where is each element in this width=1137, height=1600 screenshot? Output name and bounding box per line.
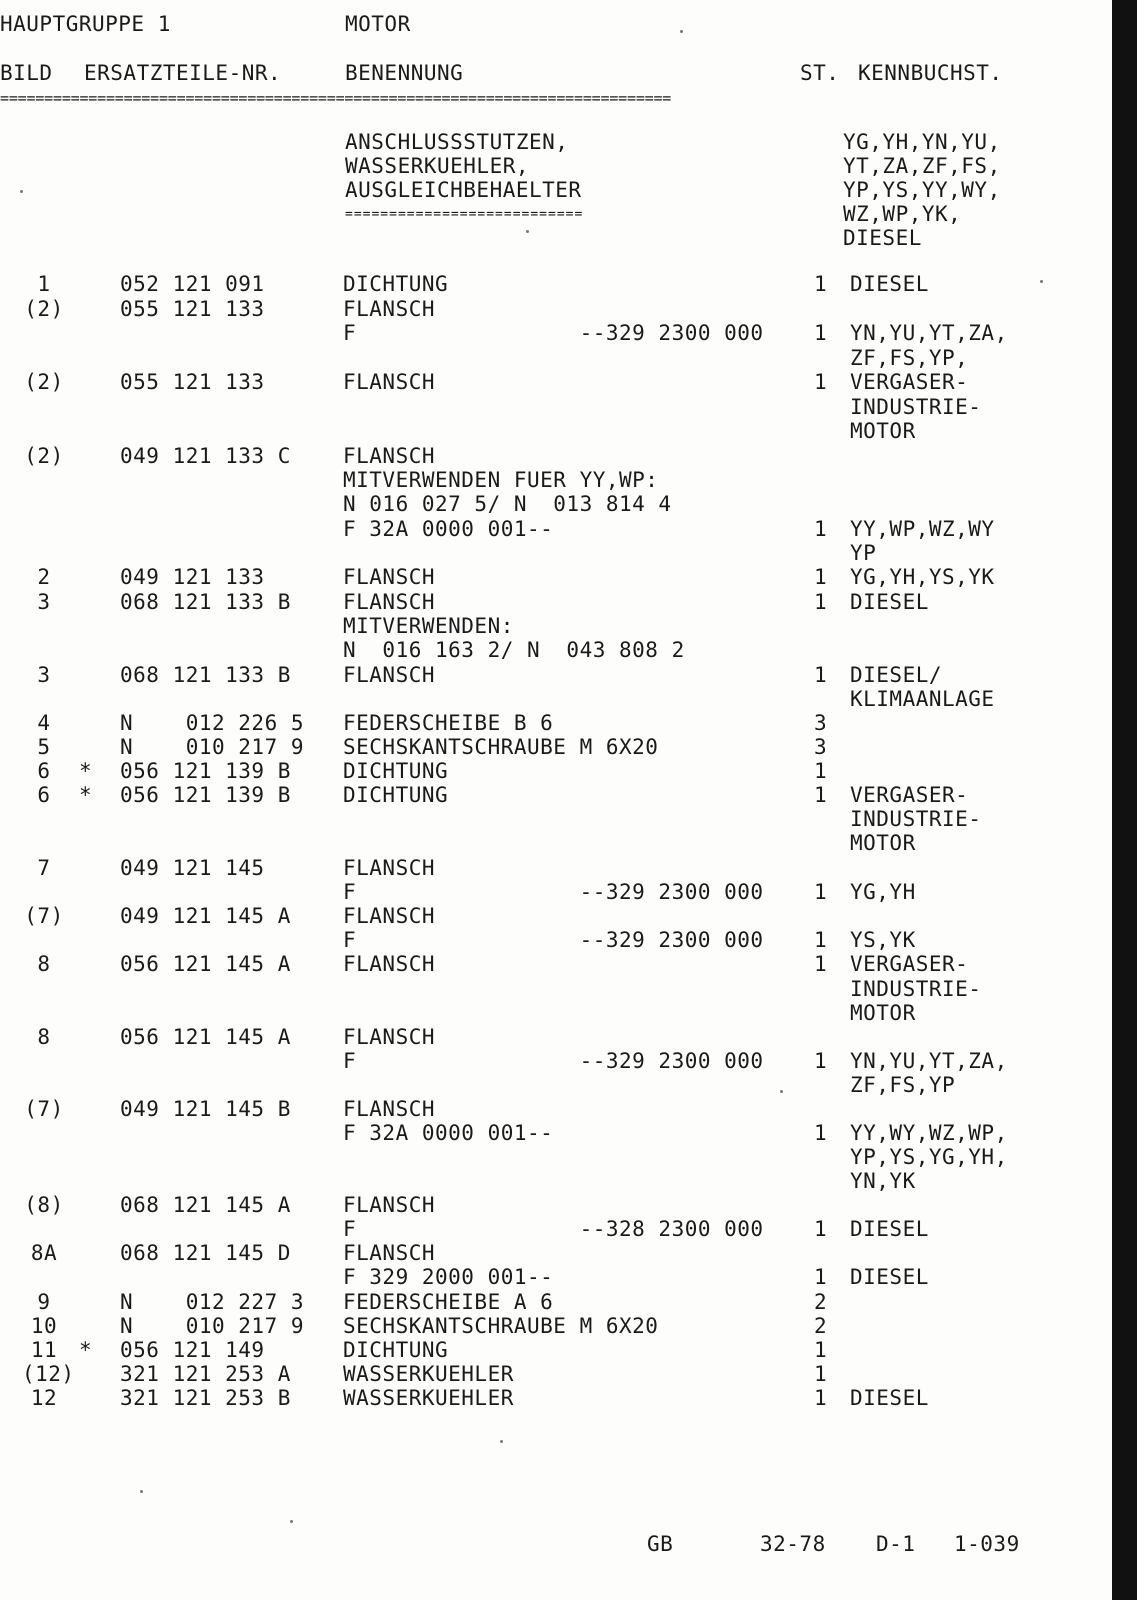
section-code-line: DIESEL [843, 226, 922, 250]
row-part-no: 068 121 133 B [120, 590, 291, 614]
row-bild: (2) [24, 297, 64, 321]
scan-speck [680, 30, 683, 33]
row-name: F --329 2300 000 [343, 1049, 764, 1073]
row-name: DICHTUNG [343, 783, 449, 807]
row-part-no: 055 121 133 [120, 370, 265, 394]
row-name: FLANSCH [343, 1241, 436, 1265]
row-code: VERGASER- [850, 783, 969, 807]
row-qty: 1 [814, 952, 828, 976]
section-code-line: WZ,WP,YK, [843, 202, 962, 226]
row-qty: 1 [814, 321, 828, 345]
row-part-no: 056 121 149 [120, 1338, 265, 1362]
col-bild: BILD [0, 61, 53, 85]
row-name: FEDERSCHEIBE B 6 [343, 711, 554, 735]
section-title-line: AUSGLEICHBEHAELTER [345, 178, 582, 202]
row-qty: 1 [814, 1265, 828, 1289]
group-label: HAUPTGRUPPE 1 [0, 12, 171, 36]
row-part-no: 056 121 139 B [120, 759, 291, 783]
row-name: FLANSCH [343, 663, 436, 687]
row-bild: 12 [30, 1386, 58, 1410]
row-code: KLIMAANLAGE [850, 687, 995, 711]
row-code: YP [850, 541, 877, 565]
row-bild: 4 [37, 711, 51, 735]
row-code: YG,YH [850, 880, 916, 904]
section-rule: =========================== [345, 207, 584, 222]
header-rule: ============================================================================ [0, 89, 672, 107]
row-qty: 3 [814, 735, 828, 759]
row-part-no: 049 121 133 C [120, 444, 291, 468]
row-code: YN,YU,YT,ZA, [850, 321, 1008, 345]
row-part-no: 049 121 145 [120, 856, 265, 880]
row-code: DIESEL/ [850, 663, 943, 687]
row-qty: 1 [814, 1049, 828, 1073]
row-qty: 1 [814, 1217, 828, 1241]
col-qty: ST. [800, 61, 840, 85]
row-name: FLANSCH [343, 370, 436, 394]
row-name: FLANSCH [343, 1097, 436, 1121]
row-qty: 1 [814, 370, 828, 394]
row-qty: 3 [814, 711, 828, 735]
row-name: FLANSCH [343, 297, 436, 321]
row-name: FLANSCH [343, 590, 436, 614]
row-bild: 1 [37, 272, 51, 296]
row-bild: 8A [30, 1241, 58, 1265]
row-name: FLANSCH [343, 444, 436, 468]
row-name: WASSERKUEHLER [343, 1362, 514, 1386]
row-name: F 329 2000 001-- [343, 1265, 554, 1289]
row-qty: 1 [814, 1362, 828, 1386]
row-code: INDUSTRIE- [850, 395, 982, 419]
row-part-no: 049 121 133 [120, 565, 265, 589]
scan-edge-bar [1112, 0, 1137, 1600]
scan-speck [500, 1440, 503, 1443]
row-bild: (7) [24, 1097, 64, 1121]
row-code: YN,YK [850, 1169, 916, 1193]
scan-speck [1040, 280, 1043, 283]
row-bild: 5 [37, 735, 51, 759]
row-mark: * [79, 759, 93, 783]
scan-speck [140, 1490, 143, 1493]
row-name: FEDERSCHEIBE A 6 [343, 1290, 554, 1314]
row-bild: 11 [30, 1338, 58, 1362]
row-name: F --329 2300 000 [343, 880, 764, 904]
row-code: ZF,FS,YP, [850, 346, 969, 370]
row-name: FLANSCH [343, 565, 436, 589]
row-name: FLANSCH [343, 1193, 436, 1217]
row-bild: 7 [37, 856, 51, 880]
row-name: F --329 2300 000 [343, 928, 764, 952]
row-name: FLANSCH [343, 856, 436, 880]
scan-speck [290, 1520, 293, 1523]
row-name: SECHSKANTSCHRAUBE M 6X20 [343, 1314, 659, 1338]
col-name: BENENNUNG [345, 61, 464, 85]
row-part-no: 049 121 145 B [120, 1097, 291, 1121]
row-part-no: 068 121 145 D [120, 1241, 291, 1265]
row-code: DIESEL [850, 272, 929, 296]
row-bild: (2) [24, 444, 64, 468]
scan-speck [20, 190, 23, 193]
scan-speck [780, 1090, 783, 1093]
section-code-line: YG,YH,YN,YU, [843, 130, 1001, 154]
row-bild: (2) [24, 370, 64, 394]
row-code: MOTOR [850, 419, 916, 443]
footer-page: 1-039 [954, 1532, 1020, 1556]
row-part-no: 068 121 133 B [120, 663, 291, 687]
row-qty: 1 [814, 928, 828, 952]
row-part-no: 056 121 139 B [120, 783, 291, 807]
row-part-no: 055 121 133 [120, 297, 265, 321]
row-part-no: N 010 217 9 [120, 735, 305, 759]
row-name: DICHTUNG [343, 272, 449, 296]
row-name: FLANSCH [343, 952, 436, 976]
row-qty: 1 [814, 565, 828, 589]
row-part-no: 056 121 145 A [120, 952, 291, 976]
row-part-no: 321 121 253 B [120, 1386, 291, 1410]
row-name: FLANSCH [343, 1025, 436, 1049]
row-qty: 2 [814, 1290, 828, 1314]
row-code: MOTOR [850, 1001, 916, 1025]
section-title-line: ANSCHLUSSSTUTZEN, [345, 130, 569, 154]
row-code: DIESEL [850, 1217, 929, 1241]
section-code-line: YT,ZA,ZF,FS, [843, 154, 1001, 178]
row-code: VERGASER- [850, 370, 969, 394]
row-bild: 8 [37, 952, 51, 976]
row-code: YG,YH,YS,YK [850, 565, 995, 589]
row-name: F --329 2300 000 [343, 321, 764, 345]
row-qty: 1 [814, 759, 828, 783]
row-bild: 3 [37, 663, 51, 687]
row-part-no: 068 121 145 A [120, 1193, 291, 1217]
row-code: YP,YS,YG,YH, [850, 1145, 1008, 1169]
row-qty: 1 [814, 663, 828, 687]
row-name: F 32A 0000 001-- [343, 517, 554, 541]
row-code: YS,YK [850, 928, 916, 952]
row-code: DIESEL [850, 590, 929, 614]
scan-speck [526, 230, 529, 233]
row-part-no: 049 121 145 A [120, 904, 291, 928]
row-code: ZF,FS,YP [850, 1073, 956, 1097]
row-code: INDUSTRIE- [850, 977, 982, 1001]
col-part-no: ERSATZTEILE-NR. [84, 61, 282, 85]
row-code: MOTOR [850, 831, 916, 855]
row-code: YY,WY,WZ,WP, [850, 1121, 1008, 1145]
row-code: YY,WP,WZ,WY [850, 517, 995, 541]
row-qty: 1 [814, 1386, 828, 1410]
row-bild: 6 [37, 783, 51, 807]
row-name: N 016 027 5/ N 013 814 4 [343, 492, 672, 516]
row-qty: 1 [814, 1338, 828, 1362]
row-code: DIESEL [850, 1386, 929, 1410]
row-code: INDUSTRIE- [850, 807, 982, 831]
row-name: F --328 2300 000 [343, 1217, 764, 1241]
section-code-line: YP,YS,YY,WY, [843, 178, 1001, 202]
row-name: SECHSKANTSCHRAUBE M 6X20 [343, 735, 659, 759]
row-part-no: 321 121 253 A [120, 1362, 291, 1386]
row-qty: 1 [814, 880, 828, 904]
footer-lang: GB [647, 1532, 674, 1556]
row-mark: * [79, 1338, 93, 1362]
row-part-no: N 012 227 3 [120, 1290, 305, 1314]
group-name: MOTOR [345, 12, 411, 36]
row-bild: 6 [37, 759, 51, 783]
row-part-no: N 010 217 9 [120, 1314, 305, 1338]
row-name: WASSERKUEHLER [343, 1386, 514, 1410]
row-qty: 1 [814, 272, 828, 296]
row-name: DICHTUNG [343, 1338, 449, 1362]
row-bild: 8 [37, 1025, 51, 1049]
row-code: YN,YU,YT,ZA, [850, 1049, 1008, 1073]
row-code: VERGASER- [850, 952, 969, 976]
row-code: DIESEL [850, 1265, 929, 1289]
row-qty: 1 [814, 783, 828, 807]
row-mark: * [79, 783, 93, 807]
row-part-no: N 012 226 5 [120, 711, 305, 735]
row-bild: 3 [37, 590, 51, 614]
row-qty: 1 [814, 1121, 828, 1145]
row-bild: 10 [30, 1314, 58, 1338]
row-name: MITVERWENDEN: [343, 614, 514, 638]
footer-region: D-1 [876, 1532, 916, 1556]
row-part-no: 056 121 145 A [120, 1025, 291, 1049]
row-qty: 1 [814, 590, 828, 614]
col-code: KENNBUCHST. [858, 61, 1003, 85]
row-name: DICHTUNG [343, 759, 449, 783]
row-bild: 2 [37, 565, 51, 589]
footer-date: 32-78 [760, 1532, 826, 1556]
row-qty: 2 [814, 1314, 828, 1338]
row-name: MITVERWENDEN FUER YY,WP: [343, 468, 659, 492]
row-name: F 32A 0000 001-- [343, 1121, 554, 1145]
row-part-no: 052 121 091 [120, 272, 265, 296]
row-bild: (8) [24, 1193, 64, 1217]
row-bild: (12) [22, 1362, 75, 1386]
row-name: N 016 163 2/ N 043 808 2 [343, 638, 685, 662]
row-name: FLANSCH [343, 904, 436, 928]
section-title-line: WASSERKUEHLER, [345, 154, 530, 178]
row-qty: 1 [814, 517, 828, 541]
row-bild: (7) [24, 904, 64, 928]
row-bild: 9 [37, 1290, 51, 1314]
